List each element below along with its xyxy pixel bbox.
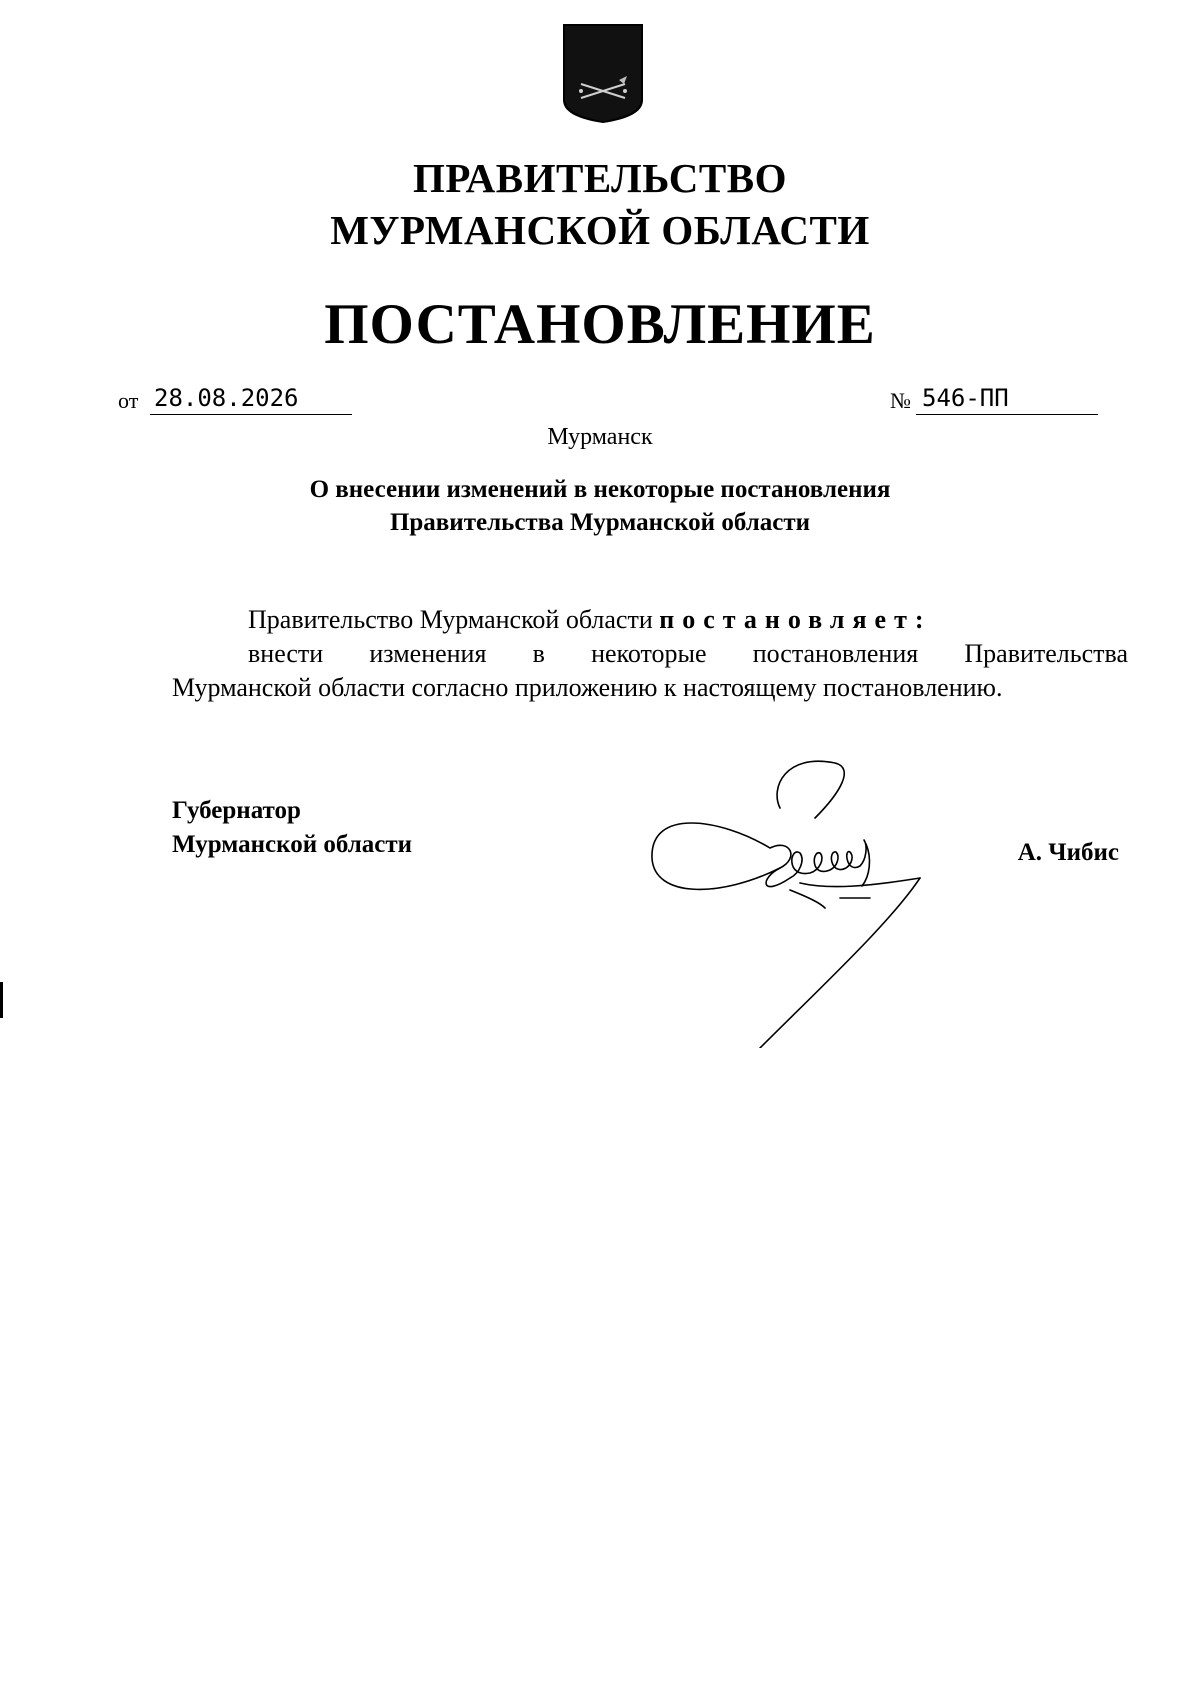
document-title-line1: О внесении изменений в некоторые постановления [309,476,891,503]
date-value: 28.08.2026 [150,382,352,415]
resolution-verb: постановляет: [659,605,932,634]
city-name: Мурманск [547,424,653,450]
resolution-subject: Правительство Мурманской области [248,605,653,634]
organization-name [0,152,1200,256]
signatory-position-line1: Губернатор [172,797,301,824]
scan-margin-mark [0,982,3,1018]
number-value: 546-ПП [916,382,1098,415]
document-title [0,473,1200,539]
signatory-name: А. Чибис [1017,839,1119,866]
number-label: № [890,388,911,413]
document-body [172,603,1128,705]
document-type: ПОСТАНОВЛЕНИЕ [324,293,876,356]
resolution-text-line2: Мурманской области согласно приложению к настоящему постановлению. [172,673,1003,702]
signatory-position-line2: Мурманской области [172,831,413,858]
handwritten-signature [640,748,940,1048]
resolution-intro [172,603,1128,637]
document-title-line2: Правительства Мурманской области [389,509,811,536]
organization-name-line2: МУРМАНСКОЙ ОБЛАСТИ [330,207,870,253]
date-label: от [118,388,139,413]
signatory-position [172,794,412,862]
organization-name-line1: ПРАВИТЕЛЬСТВО [412,155,788,201]
resolution-text-line1: внести изменения в некоторые постановления Правительства [248,639,1128,668]
coat-of-arms-emblem [561,22,645,125]
